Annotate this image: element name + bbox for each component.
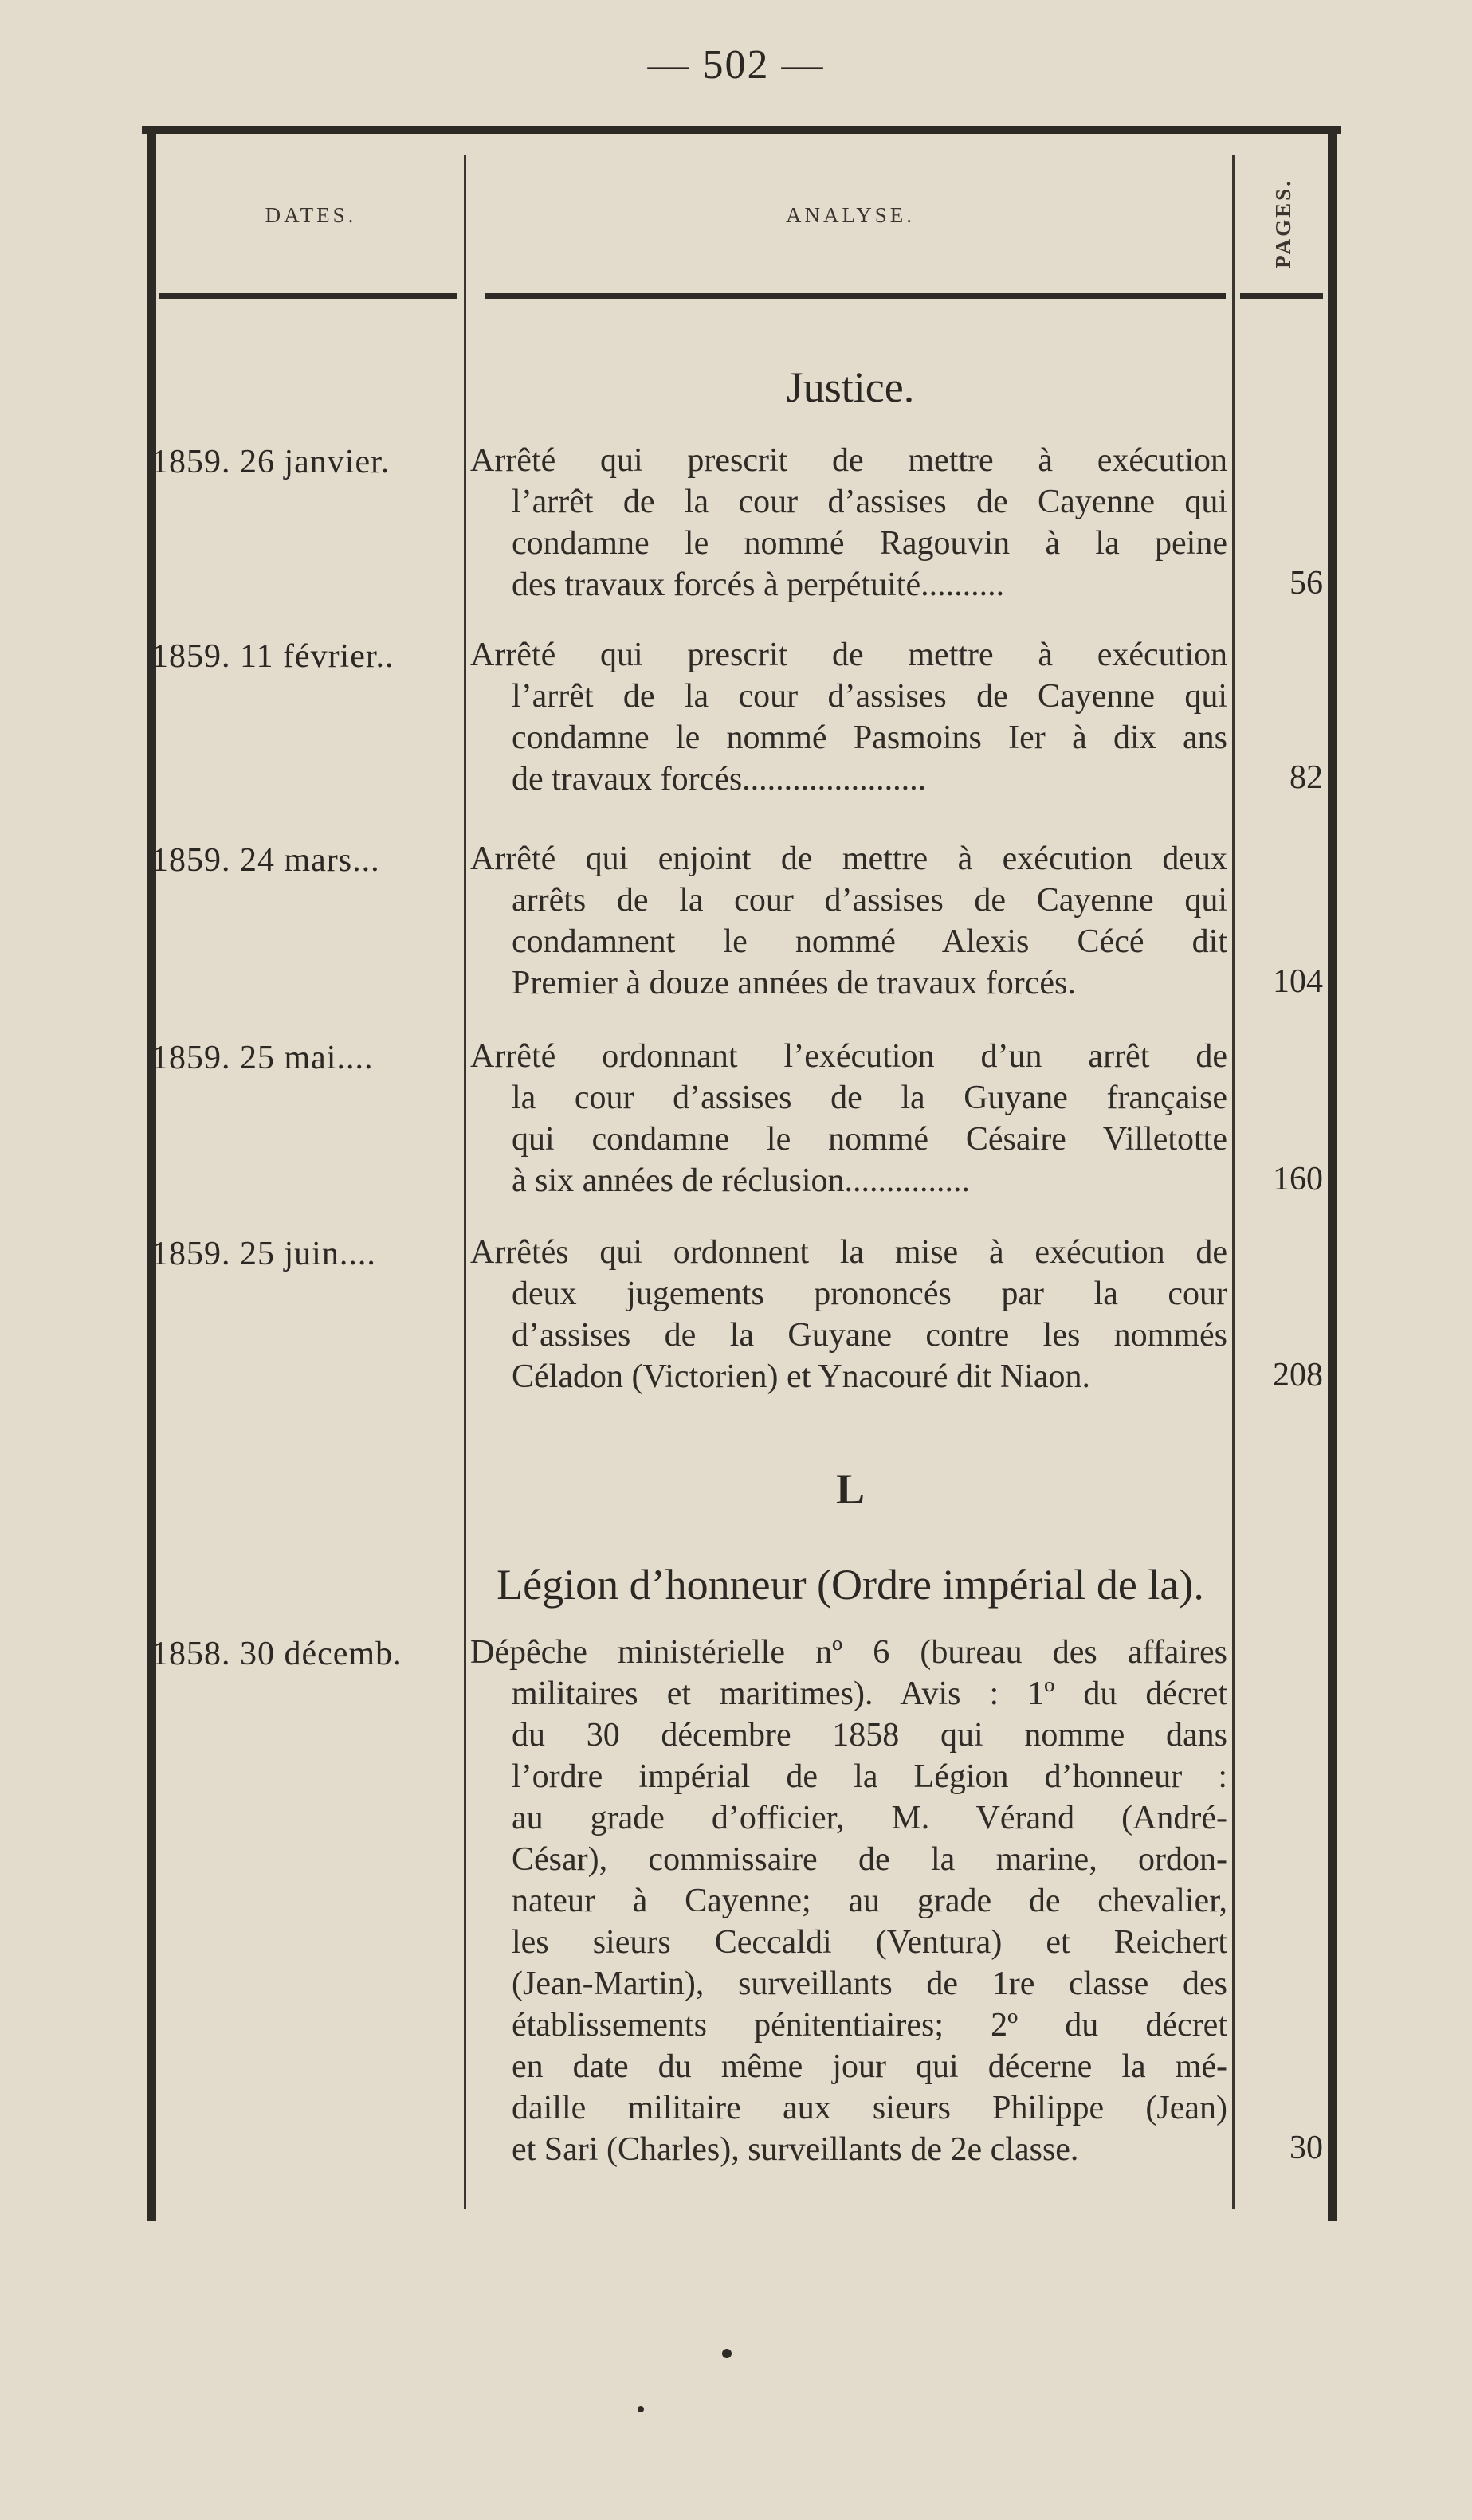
entry-line: la cour d’assises de la Guyane française (512, 1080, 1227, 1116)
entry-line: deux jugements prononcés par la cour (512, 1276, 1227, 1312)
entry-line: Céladon (Victorien) et Ynacouré dit Niaon. (512, 1358, 1090, 1395)
section-title-justice: Justice. (786, 363, 915, 411)
entry-line: des travaux forcés à perpétuité.......... (512, 566, 1005, 603)
column-header-analyse: ANALYSE. (785, 203, 916, 227)
entry-line: l’arrêt de la cour d’assises de Cayenne qui (512, 678, 1227, 715)
entry-page: 56 (1289, 565, 1323, 602)
entry-line: condamne le nommé Ragouvin à la peine (512, 525, 1227, 562)
table-right-border (1328, 134, 1337, 2221)
entry-line: l’arrêt de la cour d’assises de Cayenne qui (512, 484, 1227, 520)
entry-date: 1859. 11 février.. (151, 638, 394, 675)
table-top-border (142, 126, 1341, 134)
entry-page: 104 (1273, 963, 1323, 1000)
column-divider-pages (1232, 155, 1235, 2209)
column-header-pages (1239, 159, 1327, 287)
entry-line: l’ordre impérial de la Légion d’honneur : (512, 1758, 1227, 1795)
entry-line: Arrêtés qui ordonnent la mise à exécution de (470, 1234, 1227, 1271)
entry-date: 1859. 24 mars... (151, 842, 380, 879)
entry-line: Arrêté ordonnant l’exécution d’un arrêt de (470, 1038, 1227, 1075)
section-title-legion: Légion d’honneur (Ordre impérial de la). (497, 1561, 1204, 1609)
entry-analysis (470, 1232, 1227, 1397)
entry-line: de travaux forcés...................... (512, 761, 927, 798)
entry-line: arrêts de la cour d’assises de Cayenne qui (512, 882, 1227, 919)
entry-line: les sieurs Ceccaldi (Ventura) et Reichert (512, 1924, 1227, 1961)
entry-line: en date du même jour qui décerne la mé- (512, 2048, 1227, 2085)
entry-analysis (470, 1632, 1227, 2170)
entry-page: 30 (1289, 2130, 1323, 2166)
ink-speck (638, 2406, 644, 2412)
entry-line: daille militaire aux sieurs Philippe (Jean) (512, 2090, 1227, 2126)
entry-line: condamnent le nommé Alexis Cécé dit (512, 923, 1227, 960)
header-rule-analyse (485, 293, 1226, 299)
entry-line: Arrêté qui prescrit de mettre à exécution (470, 442, 1227, 479)
entry-line: militaires et maritimes). Avis : 1º du décret (512, 1675, 1227, 1712)
entry-line: qui condamne le nommé Césaire Villetotte (512, 1121, 1227, 1158)
entry-line: du 30 décembre 1858 qui nomme dans (512, 1717, 1227, 1754)
entry-line: d’assises de la Guyane contre les nommés (512, 1317, 1227, 1354)
entry-page: 160 (1273, 1161, 1323, 1197)
entry-page: 208 (1273, 1357, 1323, 1393)
entry-line: au grade d’officier, M. Vérand (André- (512, 1800, 1227, 1836)
entry-line: à six années de réclusion............... (512, 1162, 971, 1199)
entry-analysis (470, 634, 1227, 800)
entry-line: Premier à douze années de travaux forcés. (512, 965, 1076, 1001)
entry-analysis (470, 440, 1227, 606)
entry-line: nateur à Cayenne; au grade de chevalier, (512, 1883, 1227, 1919)
entry-line: César), commissaire de la marine, ordon- (512, 1841, 1227, 1878)
entry-line: Arrêté qui enjoint de mettre à exécution deux (470, 841, 1227, 877)
entry-date: 1858. 30 décemb. (151, 1636, 402, 1672)
ink-speck (722, 2349, 732, 2358)
entry-line: (Jean-Martin), surveillants de 1re classe des (512, 1965, 1227, 2002)
entry-analysis (470, 838, 1227, 1004)
column-header-dates: DATES. (265, 203, 357, 227)
entry-line: Dépêche ministérielle nº 6 (bureau des affaires (470, 1634, 1227, 1671)
entry-line: et Sari (Charles), surveillants de 2e classe. (512, 2131, 1079, 2168)
column-header-pages-label: PAGES. (1270, 178, 1295, 268)
entry-date: 1859. 25 mai.... (151, 1040, 374, 1076)
entry-date: 1859. 25 juin.... (151, 1236, 376, 1272)
entry-line: établissements pénitentiaires; 2º du décret (512, 2007, 1227, 2044)
column-divider-dates (464, 155, 466, 2209)
page-number: — 502 — (647, 42, 825, 88)
entry-analysis (470, 1036, 1227, 1201)
header-rule-pages (1240, 293, 1323, 299)
entry-date: 1859. 26 janvier. (151, 444, 391, 480)
entry-page: 82 (1289, 759, 1323, 796)
section-letter: L (835, 1465, 866, 1513)
header-rule-dates (159, 293, 457, 299)
entry-line: Arrêté qui prescrit de mettre à exécution (470, 637, 1227, 673)
entry-line: condamne le nommé Pasmoins Ier à dix ans (512, 719, 1227, 756)
